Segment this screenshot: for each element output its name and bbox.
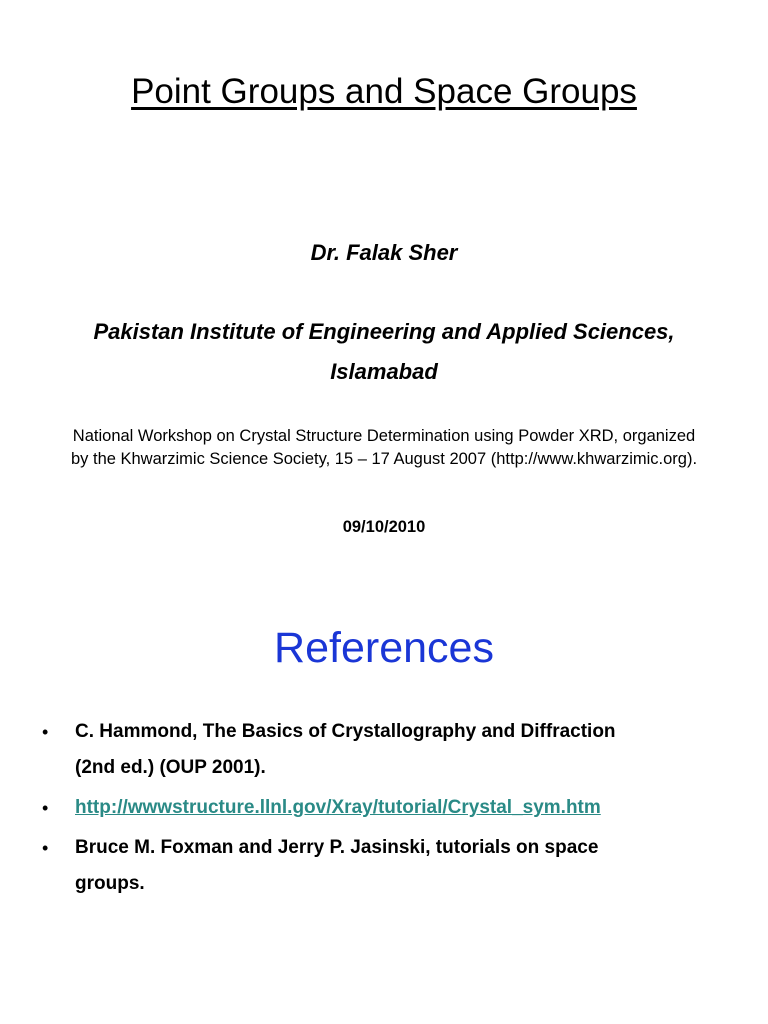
author-name: Dr. Falak Sher [310, 240, 458, 265]
reference-text-line-1: Bruce M. Foxman and Jerry P. Jasinski, tutorials on space [75, 837, 599, 858]
references-heading: References [274, 624, 494, 672]
references-list [42, 714, 732, 906]
reference-text-line-2: groups. [75, 873, 145, 894]
references-slide [0, 580, 768, 1024]
workshop-line-2: by the Khwarzimic Science Society, 15 – 17 August 2007 (http://www.khwarzimic.org). [70, 450, 698, 468]
bullet-icon: • [42, 838, 49, 858]
institute-name [20, 312, 748, 392]
bullet-icon: • [42, 722, 49, 742]
presentation-date: 09/10/2010 [342, 518, 426, 536]
reference-link[interactable]: http://wwwstructure.llnl.gov/Xray/tutorial/Crystal_sym.htm [75, 797, 601, 818]
presentation-title: Point Groups and Space Groups [131, 72, 637, 111]
workshop-description [14, 425, 754, 471]
reference-item-llnl-link [42, 790, 732, 826]
institute-line-2: Islamabad [330, 359, 438, 384]
reference-text-line-1: C. Hammond, The Basics of Crystallography and Diffraction [75, 721, 616, 742]
reference-item-hammond [42, 714, 732, 786]
workshop-line-1: National Workshop on Crystal Structure Determination using Powder XRD, organized [72, 427, 696, 445]
institute-line-1: Pakistan Institute of Engineering and Applied Sciences, [93, 319, 675, 344]
reference-text-line-2: (2nd ed.) (OUP 2001). [75, 757, 266, 778]
bullet-icon: • [42, 798, 49, 818]
reference-item-foxman [42, 830, 732, 902]
